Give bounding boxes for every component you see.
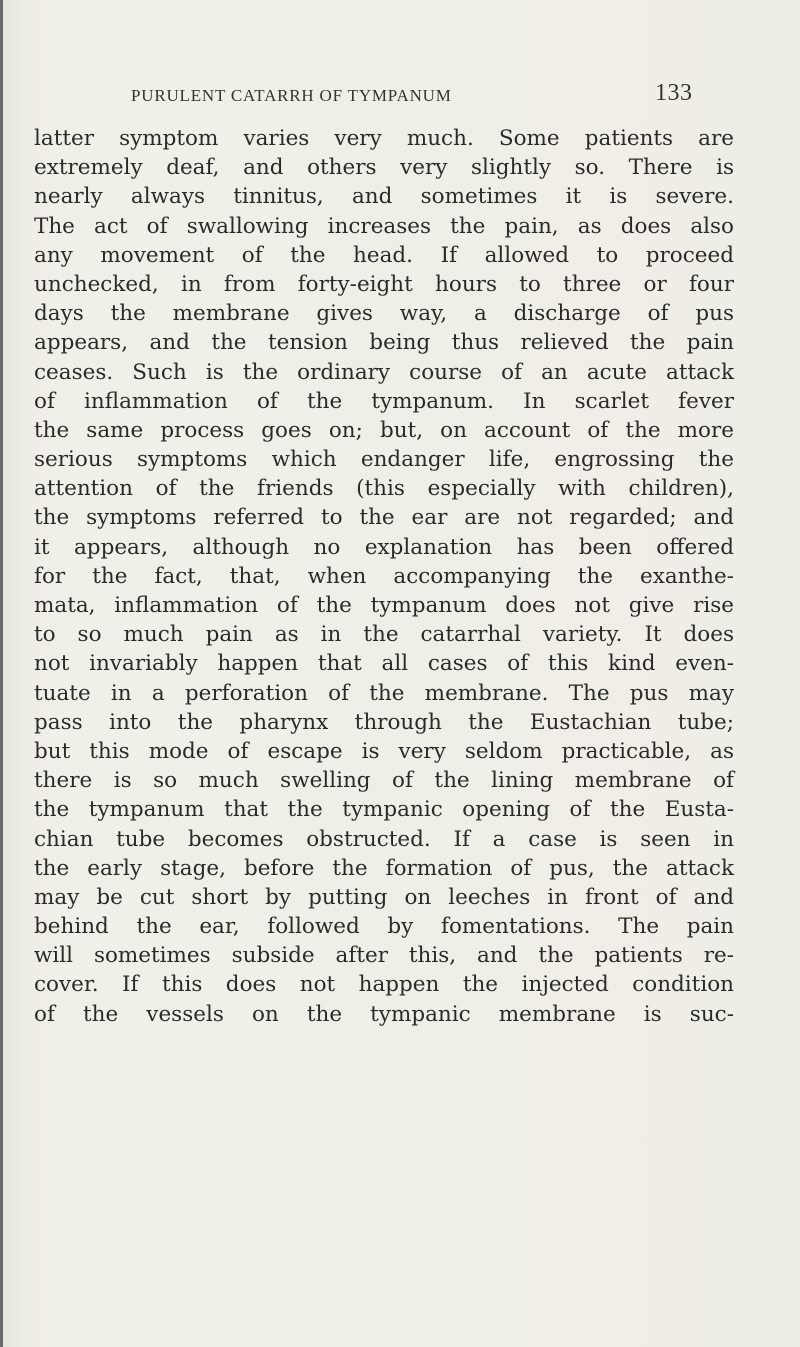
text-line: not invariably happen that all cases of this kind even-: [34, 651, 734, 677]
text-line: nearly always tinnitus, and sometimes it is severe.: [34, 184, 734, 210]
text-line: there is so much swelling of the lining membrane of: [34, 768, 734, 794]
text-line: latter symptom varies very much. Some patients are: [34, 126, 734, 151]
text-line: the same process goes on; but, on account of the more: [34, 417, 734, 443]
page-number: 133: [655, 80, 693, 106]
text-line: to so much pain as in the catarrhal variety. It does: [34, 622, 734, 648]
text-line: unchecked, in from forty-eight hours to three or four: [34, 271, 734, 297]
text-line: cover. If this does not happen the injected condition: [34, 972, 734, 998]
text-line: appears, and the tension being thus relieved the pain: [34, 330, 734, 356]
text-line: serious symptoms which endanger life, engrossing the: [34, 447, 734, 473]
text-line: it appears, although no explanation has been offered: [34, 534, 734, 560]
running-head: PURULENT CATARRH OF TYMPANUM: [131, 86, 452, 105]
text-line: tuate in a perforation of the membrane. The pus may: [34, 680, 734, 706]
text-line: days the membrane gives way, a discharge of pus: [34, 301, 734, 327]
text-line: will sometimes subside after this, and the patients re-: [34, 943, 734, 969]
text-line: chian tube becomes obstructed. If a case is seen in: [34, 826, 734, 852]
text-line: mata, inflammation of the tympanum does not give rise: [34, 593, 734, 618]
text-line: extremely deaf, and others very slightly so. There is: [34, 155, 734, 181]
text-line: attention of the friends (this especially with children),: [34, 476, 734, 502]
text-line: for the fact, that, when accompanying the exanthe-: [34, 563, 734, 589]
text-line: may be cut short by putting on leeches in front of and: [34, 884, 734, 910]
text-line: any movement of the head. If allowed to proceed: [34, 242, 734, 268]
text-line: the tympanum that the tympanic opening of the Eusta-: [34, 797, 734, 823]
text-line: the early stage, before the formation of pus, the attack: [34, 855, 734, 881]
text-line: behind the ear, followed by fomentations. The pain: [34, 914, 734, 940]
text-line: of inflammation of the tympanum. In scarlet fever: [34, 388, 734, 414]
text-line: the symptoms referred to the ear are not regarded; and: [34, 505, 734, 531]
body-text: [34, 124, 774, 1029]
text-line: of the vessels on the tympanic membrane is suc-: [34, 1001, 734, 1027]
text-line: pass into the pharynx through the Eustachian tube;: [34, 709, 734, 735]
page-binding-edge: [0, 0, 3, 1347]
text-line: ceases. Such is the ordinary course of an acute attack: [34, 359, 734, 385]
text-line: The act of swallowing increases the pain, as does also: [34, 213, 734, 239]
text-line: but this mode of escape is very seldom practicable, as: [34, 738, 734, 764]
